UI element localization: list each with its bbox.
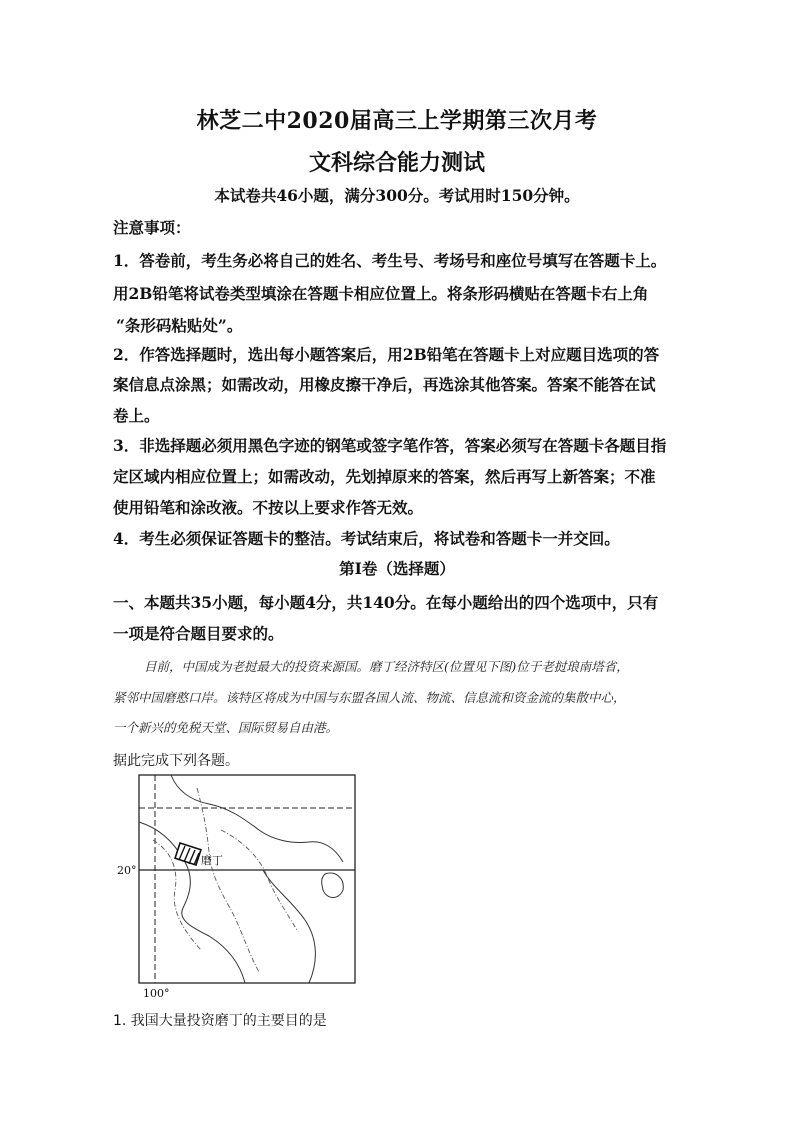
section-instruction: 一项是符合题目要求的。 (113, 624, 284, 643)
map-frame (139, 775, 355, 983)
exam-info: 本试卷共46小题，满分300分。考试用时150分钟。 (214, 186, 580, 205)
notes-line: 2．作答选择题时，选出每小题答案后，用2B铅笔在答题卡上对应题目选项的答 (113, 345, 660, 364)
notes-line: 3．非选择题必须用黑色字迹的钢笔或签字笔作答，答案必须写在答题卡各题目指 (113, 436, 667, 455)
exam-subtitle: 文科综合能力测试 (308, 150, 485, 176)
notes-line: 定区域内相应位置上；如需改动，先划掉原来的答案，然后再写上新答案；不准 (113, 467, 656, 486)
question-1: 1. 我国大量投资磨丁的主要目的是 (113, 1013, 327, 1029)
notes-line: 用2B铅笔将试卷类型填涂在答题卡相应位置上。将条形码横贴在答题卡右上角 (113, 284, 649, 303)
place-label: 磨丁 (201, 854, 223, 867)
latitude-label: 20° (117, 864, 137, 877)
passage-line: 紧邻中国磨憨口岸。该特区将成为中国与东盟各国人流、物流、信息流和资金流的集散中心， (113, 690, 626, 705)
location-map (113, 770, 363, 1000)
passage-line: 目前，中国成为老挝最大的投资来源国。磨丁经济特区(位置见下图)位于老挝琅南塔省， (144, 659, 629, 674)
exam-title: 林芝二中2020届高三上学期第三次月考 (196, 108, 598, 134)
notes-line: 案信息点涂黑；如需改动，用橡皮擦干净后，再选涂其他答案。答案不能答在试 (113, 375, 656, 394)
notes-line: 4．考生必须保证答题卡的整洁。考试结束后，将试卷和答题卡一并交回。 (113, 529, 620, 548)
section-instruction: 一、本题共35小题，每小题4分，共140分。在每小题给出的四个选项中，只有 (113, 593, 659, 612)
prompt-text: 据此完成下列各题。 (113, 753, 239, 769)
notes-line: “条形码粘贴处”。 (116, 316, 243, 335)
passage-line: 一个新兴的免税天堂、国际贸易自由港。 (113, 720, 339, 735)
notes-line: 使用铅笔和涂改液。不按以上要求作答无效。 (113, 498, 424, 517)
section-title: 第Ⅰ卷（选择题） (339, 559, 455, 578)
notes-heading: 注意事项： (113, 218, 191, 237)
notes-line: 1．答卷前，考生务必将自己的姓名、考生号、考场号和座位号填写在答题卡上。 (113, 251, 667, 270)
longitude-label: 100° (143, 987, 170, 1000)
notes-line: 卷上。 (113, 406, 160, 425)
